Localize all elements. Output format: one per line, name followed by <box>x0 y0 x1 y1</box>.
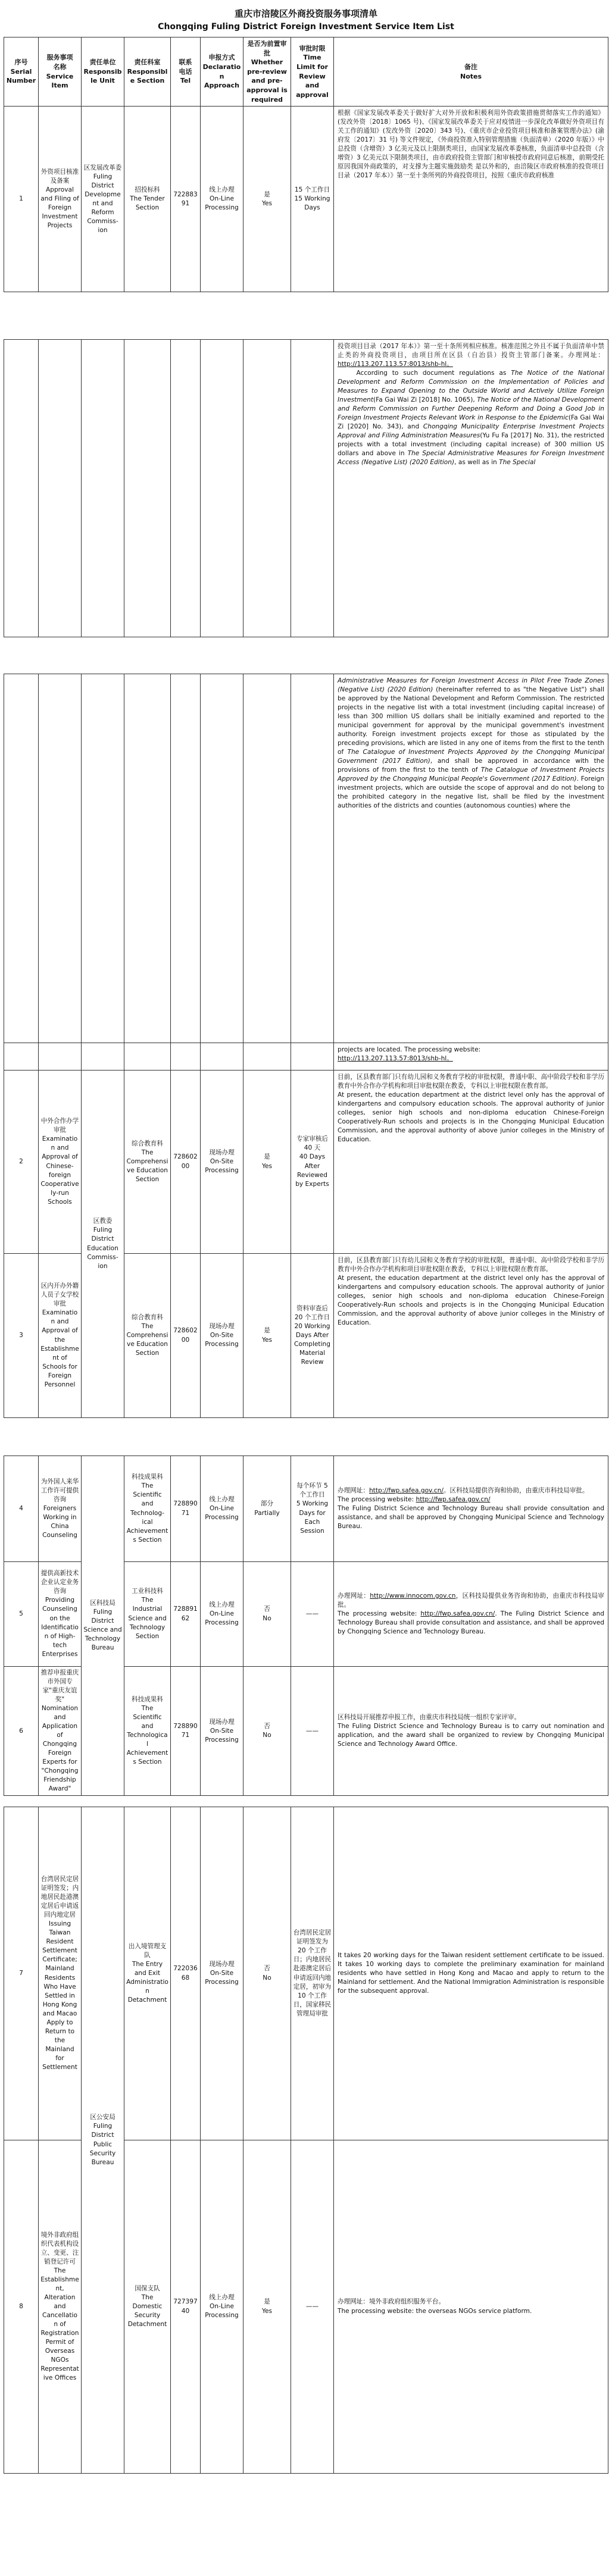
row-number: 8 <box>4 2140 39 2474</box>
processing-link[interactable]: http://fwp.safea.gov.cn/ <box>420 1610 495 1617</box>
declaration-approach: 线上办理 On-Line Processing <box>201 1456 243 1562</box>
responsible-section: 综合教育科 The Comprehensive Education Section <box>124 1071 171 1254</box>
table-row <box>4 1456 608 1562</box>
header-approach: 申报方式 Declaration Approach <box>201 37 243 107</box>
processing-link[interactable]: http://113.207.113.57:8013/shb-hl。 <box>338 1055 453 1063</box>
tel: 72889071 <box>171 1456 201 1562</box>
notes: projects are located. The processing website: http://113.207.113.57:8013/shb-hl。 <box>334 1043 608 1071</box>
header-section: 责任科室 Responsible Section <box>124 37 171 107</box>
time-limit: 专家审核后 40 天 40 Days After Reviewed by Experts <box>291 1071 334 1254</box>
title-english: Chongqing Fuling District Foreign Investment Service Item List <box>158 22 454 32</box>
header-service: 服务事项 名称 Service Item <box>39 37 82 107</box>
processing-link[interactable]: http://fwp.safea.gov.cn/ <box>416 1495 491 1503</box>
notes: 区科技局开展推荐申报工作，由重庆市科技局统一组织专家评审。 The Fuling District Science and Technology Bureau is to carry out nomination and application, and the award shall be organized to review by Chongqing Municipal Science and Technology Award Office. <box>334 1667 608 1796</box>
row-number: 3 <box>4 1254 39 1418</box>
table-row <box>4 1807 608 2140</box>
prereq: 部分 Partially <box>243 1456 291 1562</box>
row-number: 2 <box>4 1071 39 1254</box>
time-limit: 台湾居民定居证明签发为 20 个工作日；内地居民赴港澳定居后申请返回内地定居，初审为 10 个工作日，国家移民管理局审批 <box>291 1807 334 2140</box>
declaration-approach: 线上办理 On-Line Processing <box>201 2140 243 2474</box>
service-table <box>4 37 608 292</box>
responsible-section: 招投标科 The Tender Section <box>124 107 171 292</box>
table-segment-2 <box>4 339 608 637</box>
tel: 72860200 <box>171 1071 201 1254</box>
responsible-unit: 区科技局 Fuling District Science and Technology Bureau <box>82 1456 124 1796</box>
responsible-unit: 区发展改革委 Fuling District Development and Reform Commiss-ion <box>82 107 124 292</box>
service-name: 台湾居民定居证明签发；内地居民赴港澳定居后申请返回内地定居 Issuing Taiwan Resident Settlement Certificate; Mainland Residents Who Have Settled in Hong Kong and Macao Apply to Return to the Mainland for Settlement <box>39 1807 82 2140</box>
time-limit: 15 个工作日 15 Working Days <box>291 107 334 292</box>
time-limit: 资料审查后 20 个工作日 20 Working Days After Completing Material Review <box>291 1254 334 1418</box>
document-title <box>0 7 612 32</box>
prereq: 否 No <box>243 1562 291 1667</box>
responsible-section: 科技成果科 The Scientific and Technolog-ical Achievements Section <box>124 1456 171 1562</box>
service-name: 境外非政府组织代表机构设立、变更、注销登记许可 The Establishment, Alteration and Cancellation of Registration Permit of Overseas NGOs Representative Offices <box>39 2140 82 2474</box>
row-number: 4 <box>4 1456 39 1562</box>
table-row <box>4 1071 608 1254</box>
responsible-unit: 区公安局 Fuling District Public Security Bureau <box>82 1807 124 2474</box>
table-header-row <box>4 37 608 107</box>
header-serial: 序号 Serial Number <box>4 37 39 107</box>
table-row-continued <box>4 1043 608 1071</box>
prereq: 否 No <box>243 1667 291 1796</box>
table-row <box>4 107 608 292</box>
responsible-unit: 区教委 Fuling District Education Commiss-ion <box>82 1071 124 1418</box>
tel: 72860200 <box>171 1254 201 1418</box>
table-segment-3 <box>4 674 608 1418</box>
notes: 目前，区县教育部门只有幼儿园和义务教育学校的审批权限，普通中职、高中阶段学校和非学历教育中外合作办学机构和项目审批权限在教委，专科以上审批权限在教育部。 At present, the education department at the district level only has the approval of kindergartens and compulsory education schools. The approval authority of junior colleges, senior high schools and non-diploma education Chinese-Foreign Cooperatively-Run schools and projects is in the Chongqing Municipal Education Commission, and the approval authority of above junior colleges in the Ministry of Education. <box>334 1071 608 1254</box>
service-name: 推荐申报重庆市外国专家"重庆友谊奖" Nomination and Application of Chongqing Foreign Experts for "Chongqing Friendship Award" <box>39 1667 82 1796</box>
time-limit: —— <box>291 2140 334 2474</box>
row-number: 1 <box>4 107 39 292</box>
row-number: 6 <box>4 1667 39 1796</box>
processing-link[interactable]: http://www.innocom.gov.cn <box>370 1592 456 1600</box>
header-tel: 联系 电话 Tel <box>171 37 201 107</box>
tel: 72889162 <box>171 1562 201 1667</box>
time-limit: —— <box>291 1667 334 1796</box>
responsible-section: 国保支队 The Domestic Security Detachment <box>124 2140 171 2474</box>
processing-link[interactable]: http://113.207.113.57:8013/shb-hl。 <box>338 361 453 368</box>
declaration-approach: 现场办理 On-Site Processing <box>201 1254 243 1418</box>
notes: 投资项目目录（2017 年本）》第一至十条所列相应核准。核准范围之外且不属于负面清单中禁止类的外商投资项目，由项目所在区县（自治县）投资主管部门备案。办理网址：http://113.207.113.57:8013/shb-hl。 According to such document regulations as The Notice of the National Development and Reform Commission on the Implementation of Policies and Measures to Expand Opening to the Outside World and Actively Utilize Foreign Investment(Fa Gai Wai Zi [2018] No. 1065), The Notice of the National Development and Reform Commission on Further Deepening Reform and Doing a Good Job in Foreign Investment Projects Relevant Work in Response to the Epidemic(Fa Gai Wai Zi [2020] No. 343), and Chongqing Municipality Enterprise Investment Projects Approval and Filing Administration Measures(Yu Fu Fa [2017] No. 31), the restricted projects with a total investment (including capital increase) of 300 million US dollars and above in The Special Administrative Measures for Foreign Investment Access (Negative List) (2020 Edition), as well as in The Special <box>334 340 608 637</box>
header-limit: 审批时限 Time Limit for Review and approval <box>291 37 334 107</box>
time-limit: —— <box>291 1562 334 1667</box>
responsible-section: 科技成果科 The Scientific and Technological Achievements Section <box>124 1667 171 1796</box>
tel: 72739740 <box>171 2140 201 2474</box>
notes: It takes 20 working days for the Taiwan resident settlement certificate to be issued. It takes 10 working days to complete the preliminary examination for mainland residents who have settled in Hong Kong and Macao and apply to return to the Mainland for settlement. And the National Immigration Administration is responsible for the subsequent approval. <box>334 1807 608 2140</box>
responsible-section: 出入境管理支队 The Entry and Exit Administration Detachment <box>124 1807 171 2140</box>
service-name: 外资项目核准及备案 Approval and Filing of Foreign Investment Projects <box>39 107 82 292</box>
table-row-continued <box>4 674 608 1043</box>
notes: 办理网址：http://www.innocom.gov.cn，区科技局提供业务咨询和协助，由重庆市科技局审批。 The processing website: http://fwp.safea.gov.cn/. The Fuling District Science and Technology Bureau shall provide consultation and assistance, and shall be approved by Chongqing Science and Technology Bureau. <box>334 1562 608 1667</box>
declaration-approach: 线上办理 On-Line Processing <box>201 1562 243 1667</box>
processing-link[interactable]: http://fwp.safea.gov.cn/ <box>369 1486 444 1494</box>
table-segment-4 <box>4 1456 608 1796</box>
time-limit: 每个环节 5 个工作日 5 Working Days for Each Session <box>291 1456 334 1562</box>
prereq: 是 Yes <box>243 1071 291 1254</box>
declaration-approach: 现场办理 On-Site Processing <box>201 1667 243 1796</box>
responsible-section: 工业科技科 The Industrial Science and Technology Section <box>124 1562 171 1667</box>
prereq: 是 Yes <box>243 1254 291 1418</box>
header-unit: 责任单位 Responsible Unit <box>82 37 124 107</box>
declaration-approach: 线上办理 On-Line Processing <box>201 107 243 292</box>
notes: Administrative Measures for Foreign Investment Access in Pilot Free Trade Zones (Negative List) (2020 Edition) (hereinafter referred to as "the Negative List") shall be approved by the National Development and Reform Commission. The restricted projects in the negative list with a total investment (including capital increase) of less than 300 million US dollars shall be initially examined and reported to the municipal government for approval by the municipal government's investment authority. Foreign investment projects except for those as stipulated by the preceding provisions, which are listed in any one of items from the first to the tenth of The Catalogue of Investment Projects Approved by the Chongqing Municipal Government (2017 Edition), and shall be approved in accordance with the provisions of from the first to the tenth of The Catalogue of Investment Projects Approved by the Chongqing Municipal People's Government (2017 Edition). Foreign investment projects, which are outside the scope of approval and do not belong to the prohibited category in the negative list, shall be filed by the investment authorities of the districts and counties (autonomous counties) where the <box>334 674 608 1043</box>
row-number: 5 <box>4 1562 39 1667</box>
notes: 根据《国家发展改革委关于做好扩大对外开放和积极利用外资政策措施贯彻落实工作的通知》(发改外资〔2018〕1065 号)、《国家发展改革委关于应对疫情进一步深化改革做好外资项目有关工作的通知》(发改外资〔2020〕343 号)、《重庆市企业投资项目核准和备案管理办法》(渝府发〔2017〕31 号) 等文件规定，《外商投资准入特别管理措施（负面清单）（2020 年版）》中总投资（含增资）3 亿美元及以上限制类项目，由国家发展改革委核准，负面清单中总投资（含增资）3 亿美元以下限制类项目，由市政府投资主管部门和审核授市政府同意后核准，前期受托原因我国外商政策的，对支撑为主题实施鼓励类 是以外和的，由涪陵区市政府核准的投资项目目录（2017 年本）》第一至十条所列的外商投资项目，按照《重庆市政府核准 <box>334 107 608 292</box>
declaration-approach: 现场办理 On-Site Processing <box>201 1807 243 2140</box>
title-chinese: 重庆市涪陵区外商投资服务事项清单 <box>234 8 377 19</box>
service-name: 区内开办外籍人员子女学校审批 Examination and Approval of the Establishment of Schools for Foreign Personnel <box>39 1254 82 1418</box>
notes: 办理网址：http://fwp.safea.gov.cn/。区科技局提供咨询和协助，由重庆市科技局审批。 The processing website: http://fwp.safea.gov.cn/ The Fuling District Science and Technology Bureau shall provide consultation and assistance, and shall be approved by Chongqing Municipal Science and Technology Bureau. <box>334 1456 608 1562</box>
notes: 办理网址：境外非政府组织服务平台。 The processing website: the overseas NGOs service platform. <box>334 2140 608 2474</box>
table-row-continued <box>4 340 608 637</box>
prereq: 是 Yes <box>243 107 291 292</box>
prereq: 否 No <box>243 1807 291 2140</box>
service-name: 中外合作办学审批 Examination and Approval of Chinese-foreign Cooperatively-run Schools <box>39 1071 82 1254</box>
prereq: 是 Yes <box>243 2140 291 2474</box>
tel: 72288391 <box>171 107 201 292</box>
tel: 72889071 <box>171 1667 201 1796</box>
responsible-section: 综合教育科 The Comprehensive Education Section <box>124 1254 171 1418</box>
declaration-approach: 现场办理 On-Site Processing <box>201 1071 243 1254</box>
row-number: 7 <box>4 1807 39 2140</box>
header-notes: 备注 Notes <box>334 37 608 107</box>
notes: 目前，区县教育部门只有幼儿园和义务教育学校的审批权限，普通中职、高中阶段学校和非学历教育中外合作办学机构和项目审批权限在教委，专科以上审批权限在教育部。 At present, the education department at the district level only has the approval of kindergartens and compulsory education schools. The approval authority of junior colleges, senior high schools and non-diploma education Chinese-Foreign Cooperatively-Run schools and projects is in the Chongqing Municipal Education Commission, and the approval authority of above junior colleges in the Ministry of Education. <box>334 1254 608 1418</box>
service-name: 为外国人来华工作许可提供咨询 Foreigners Working in China Counseling <box>39 1456 82 1562</box>
table-segment-1 <box>4 37 608 292</box>
tel: 72203668 <box>171 1807 201 2140</box>
header-prereq: 是否为前置审批 Whether pre-review and pre-approval is required <box>243 37 291 107</box>
table-segment-5 <box>4 1807 608 2474</box>
service-name: 提供高新技术企业认定业务咨询 Providing Counseling on the Identification of High-tech Enterprises <box>39 1562 82 1667</box>
